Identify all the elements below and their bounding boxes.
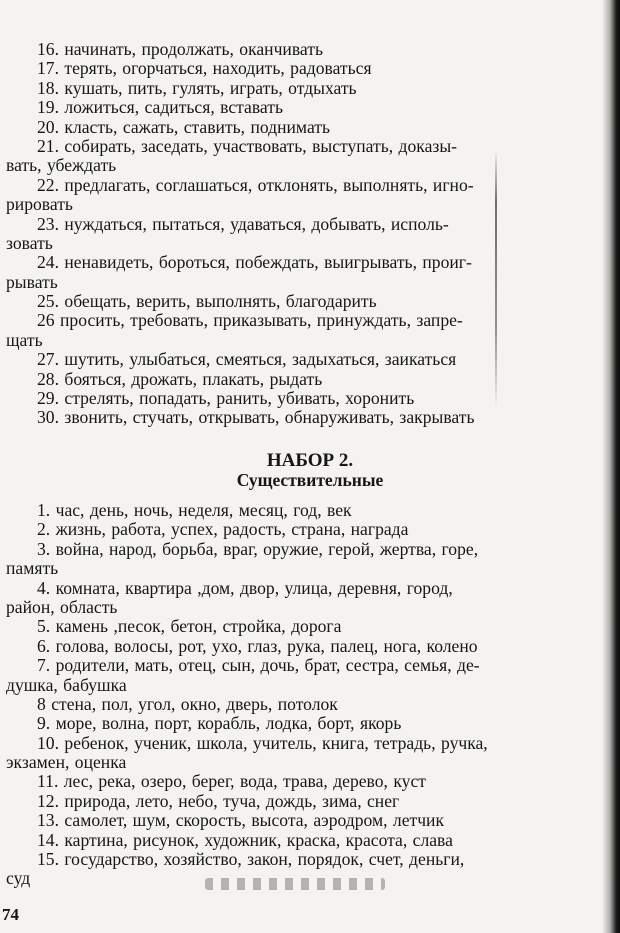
section-subheading: Существительные [236,470,384,490]
page-edge-shadow [602,0,620,933]
list-line: 2. жизнь, работа, успех, радость, страна, награда [37,519,409,540]
list-line: 26 просить, требовать, приказывать, принуждать, запре- [37,310,463,331]
list-line: 22. предлагать, соглашаться, отклонять, выполнять, игно- [37,174,474,195]
list-line: душка, бабушка [6,674,127,695]
list-line: 1. час, день, ночь, неделя, месяц, год, век [37,500,352,520]
list-line: щать [6,329,43,350]
list-line: зовать [6,232,53,253]
list-line: 21. собирать, заседать, участвовать, выступать, доказы- [37,135,458,156]
list-line: 24. ненавидеть, бороться, побеждать, выигрывать, проиг- [37,252,472,273]
list-line: экзамен, оценка [6,752,127,773]
list-line: 27. шутить, улыбаться, смеяться, задыхаться, заикаться [37,349,457,370]
verbs-list-continued [6,40,572,428]
list-line: 30. звонить, стучать, открывать, обнаруживать, закрывать [37,407,475,428]
list-line: 18. кушать, пить, гулять, играть, отдыхать [37,77,357,98]
page-number: 74 [2,905,19,924]
list-line: 16. начинать, продолжать, оканчивать [37,39,323,59]
list-line: район, область [6,596,118,617]
list-line: 3. война, народ, борьба, враг, оружие, герой, жертва, горе, [37,538,479,559]
list-line: 28. бояться, дрожать, плакать, рыдать [37,368,323,389]
section-heading: НАБОР 2. [266,450,354,471]
list-line: 19. ложиться, садиться, вставать [37,97,283,118]
nouns-list [6,501,572,889]
list-line: 9. море, волна, порт, корабль, лодка, борт, якорь [37,713,402,734]
print-smudge [205,878,385,890]
list-line: 10. ребенок, ученик, школа, учитель, книга, тетрадь, ручка, [37,732,488,753]
list-line: 13. самолет, шум, скорость, высота, аэродром, летчик [37,810,445,831]
list-line: 14. картина, рисунок, художник, краска, красота, слава [37,829,453,850]
list-line: 11. лес, река, озеро, берег, вода, трава, дерево, куст [37,771,426,792]
list-line: 25. обещать, верить, выполнять, благодарить [37,291,377,312]
list-line: 29. стрелять, попадать, ранить, убивать, хоронить [37,388,415,409]
list-line: 5. камень ,песок, бетон, стройка, дорога [37,616,342,637]
list-line: 12. природа, лето, небо, туча, дождь, зима, снег [37,790,400,811]
list-line: 23. нуждаться, пытаться, удаваться, добывать, исполь- [37,213,449,234]
list-line: 4. комната, квартира ,дом, двор, улица, деревня, город, [37,577,453,598]
list-line: 7. родители, мать, отец, сын, дочь, брат, сестра, семья, де- [37,655,480,676]
list-line: 8 стена, пол, угол, окно, дверь, потолок [37,693,338,714]
list-line: рировать [6,194,73,215]
list-line: 6. голова, волосы, рот, ухо, глаз, рука, палец, нога, колено [37,635,478,656]
list-line: рывать [6,271,58,292]
list-line: 20. класть, сажать, ставить, поднимать [37,116,331,137]
list-line: вать, убеждать [6,155,117,176]
list-line: память [6,558,59,579]
list-line: 17. терять, огорчаться, находить, радоваться [37,58,372,79]
list-line: 15. государство, хозяйство, закон, порядок, счет, деньги, [37,849,465,870]
list-line: суд [6,868,31,889]
